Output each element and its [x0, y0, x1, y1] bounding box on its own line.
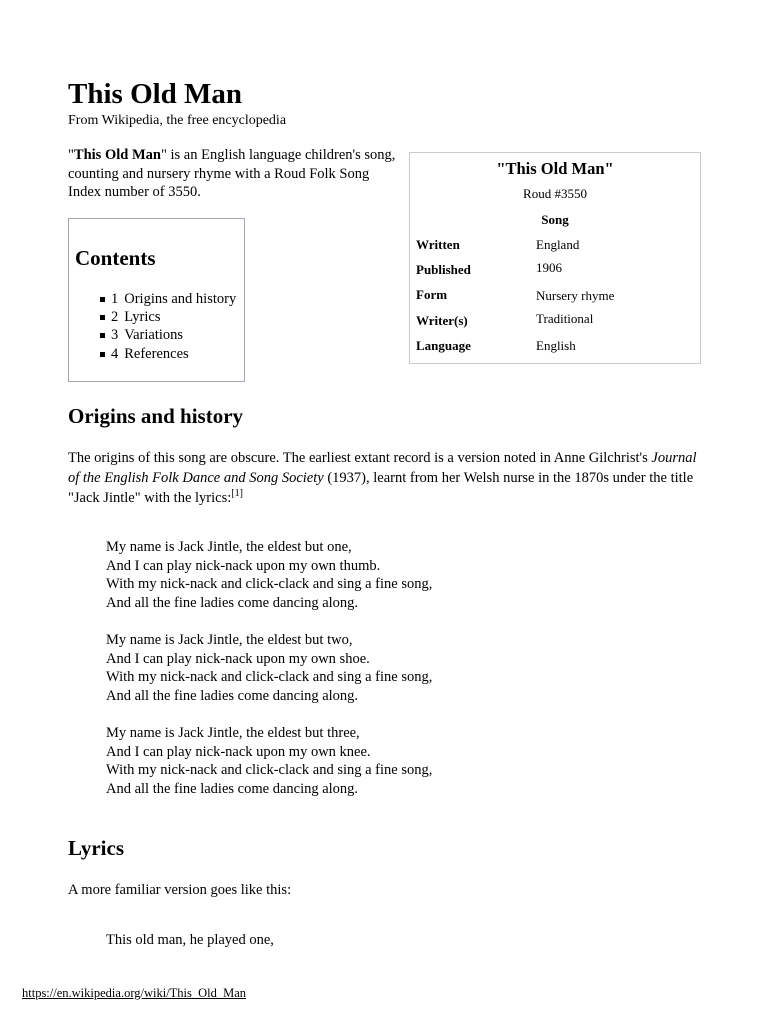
toc-item-label: References [124, 345, 189, 362]
infobox-label: Language [416, 338, 471, 353]
song-infobox [409, 152, 701, 364]
origins-paragraph [68, 448, 708, 508]
toc-item-number: 4 [111, 345, 119, 362]
bullet-icon [100, 315, 105, 320]
verse-line: With my nick-nack and click-clack and sing a fine song, [106, 576, 433, 593]
intro-bold-title: This Old Man [73, 147, 161, 163]
infobox-value: Traditional [536, 311, 594, 326]
lyrics-verse [106, 931, 274, 950]
section-heading-origins: Origins and history [68, 404, 244, 428]
toc-item-label: Origins and history [124, 291, 237, 307]
verse-block-2 [106, 631, 432, 706]
verse-line: My name is Jack Jintle, the eldest but one, [106, 539, 352, 555]
infobox-section-header: Song [541, 212, 569, 227]
toc-item-label: Lyrics [124, 309, 161, 326]
table-of-contents [68, 218, 245, 382]
infobox-value[interactable]: England [536, 237, 580, 252]
infobox-roud-number: Roud #3550 [523, 186, 587, 201]
toc-item-number: 1 [111, 291, 119, 307]
infobox-value: 1906 [536, 260, 562, 275]
toc-item-lyrics[interactable] [69, 308, 236, 326]
infobox-label: Form [416, 287, 448, 302]
toc-item-references[interactable] [69, 345, 236, 363]
verse-line: My name is Jack Jintle, the eldest but two, [106, 632, 353, 648]
infobox-row-published [410, 261, 700, 279]
origins-text-part1: The origins of this song are obscure. The earliest extant record is a version noted in Anne Gilchrist's [68, 450, 652, 466]
journal-title-link[interactable]: Journal of the English Folk Dance and Song Society [68, 450, 697, 486]
intro-text: " is an English language children's song, counting and nursery rhyme with a Roud Folk Song Index number of 3550. [68, 147, 396, 200]
origins-text-part2: (1937), learnt from her Welsh nurse in the 1870s under the title "Jack Jintle" with the lyrics: [68, 470, 694, 506]
infobox-row-written [410, 236, 700, 254]
section-heading-lyrics: Lyrics [68, 836, 124, 860]
infobox-label: Writer(s) [416, 313, 468, 328]
page-url-link[interactable]: https://en.wikipedia.org/wiki/This_Old_Man [22, 986, 247, 1000]
toc-item-label: Variations [124, 327, 184, 344]
verse-line: With my nick-nack and click-clack and sing a fine song, [106, 762, 433, 779]
infobox-row-form [410, 286, 700, 304]
bullet-icon [100, 297, 105, 302]
verse-line: And all the fine ladies come dancing along. [106, 781, 359, 798]
page-title: This Old Man [68, 78, 243, 110]
infobox-label: Written [416, 237, 460, 252]
verse-line: And all the fine ladies come dancing along. [106, 595, 359, 612]
lyrics-intro: A more familiar version goes like this: [68, 882, 292, 898]
verse-line: And I can play nick-nack upon my own shoe. [106, 650, 370, 667]
verse-line: And all the fine ladies come dancing along. [106, 688, 359, 705]
verse-line: And I can play nick-nack upon my own thumb. [106, 557, 381, 574]
infobox-row-language [410, 337, 700, 355]
toc-item-number: 2 [111, 309, 119, 326]
verse-line: With my nick-nack and click-clack and sing a fine song, [106, 669, 433, 686]
toc-item-origins-and-history[interactable] [69, 290, 236, 308]
verse-block-3 [106, 724, 432, 799]
reference-link[interactable]: [1] [231, 488, 243, 500]
toc-item-variations[interactable] [69, 326, 236, 344]
verse-block-1 [106, 538, 432, 613]
verse-line: This old man, he played one, [106, 932, 274, 948]
bullet-icon [100, 333, 105, 338]
verse-line: My name is Jack Jintle, the eldest but three, [106, 725, 360, 741]
infobox-title: "This Old Man" [496, 159, 614, 178]
infobox-value[interactable]: Nursery rhyme [536, 288, 615, 303]
verse-line: And I can play nick-nack upon my own knee. [106, 743, 371, 760]
bullet-icon [100, 352, 105, 357]
infobox-label: Published [416, 262, 471, 277]
toc-heading: Contents [75, 246, 156, 270]
intro-paragraph [68, 146, 398, 202]
toc-list [69, 290, 236, 363]
toc-item-number: 3 [111, 327, 119, 344]
page-subtitle: From Wikipedia, the free encyclopedia [68, 113, 287, 128]
intro-quote-open: " [68, 147, 74, 163]
infobox-row-writers [410, 312, 700, 330]
infobox-value[interactable]: English [536, 338, 576, 353]
